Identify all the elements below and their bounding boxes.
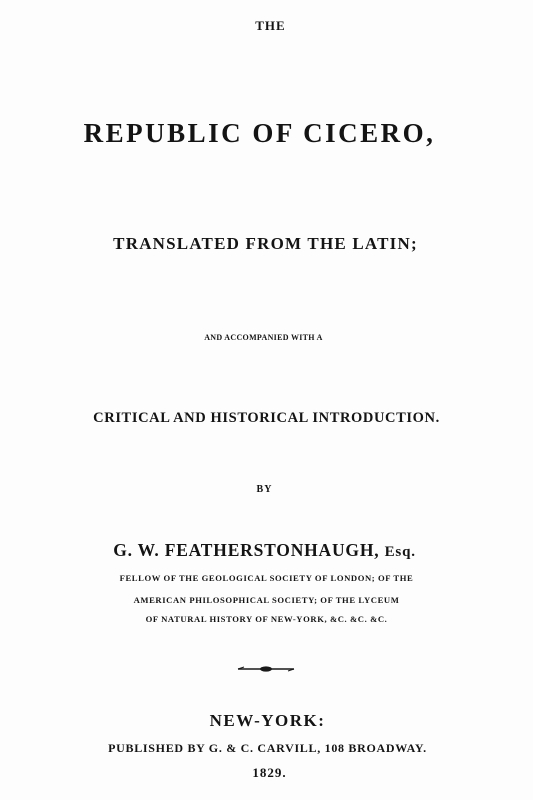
author-suffix: Esq. (384, 544, 416, 560)
imprint-year: 1829. (252, 765, 287, 780)
by-line: BY (256, 484, 273, 495)
heading-the: THE (255, 18, 286, 33)
introduction-line: CRITICAL AND HISTORICAL INTRODUCTION. (93, 410, 440, 426)
book-title: REPUBLIC OF CICERO, (83, 118, 436, 148)
ornament-rule-icon (236, 662, 296, 676)
accompanied-line: AND ACCOMPANIED WITH A (204, 333, 323, 342)
fellow-line-2: AMERICAN PHILOSOPHICAL SOCIETY; OF THE LYCEUM (133, 595, 400, 605)
fellow-line-1: FELLOW OF THE GEOLOGICAL SOCIETY OF LONDON; OF THE (119, 573, 414, 583)
imprint-city: NEW-YORK: (209, 711, 326, 730)
translated-line: TRANSLATED FROM THE LATIN; (113, 234, 418, 253)
imprint-publisher: PUBLISHED BY G. & C. CARVILL, 108 BROADWAY. (108, 741, 427, 755)
author-name: G. W. FEATHERSTONHAUGH, (113, 540, 380, 560)
author-line (0, 540, 531, 561)
fellow-line-3: OF NATURAL HISTORY OF NEW-YORK, &C. &C. &C. (145, 614, 388, 624)
